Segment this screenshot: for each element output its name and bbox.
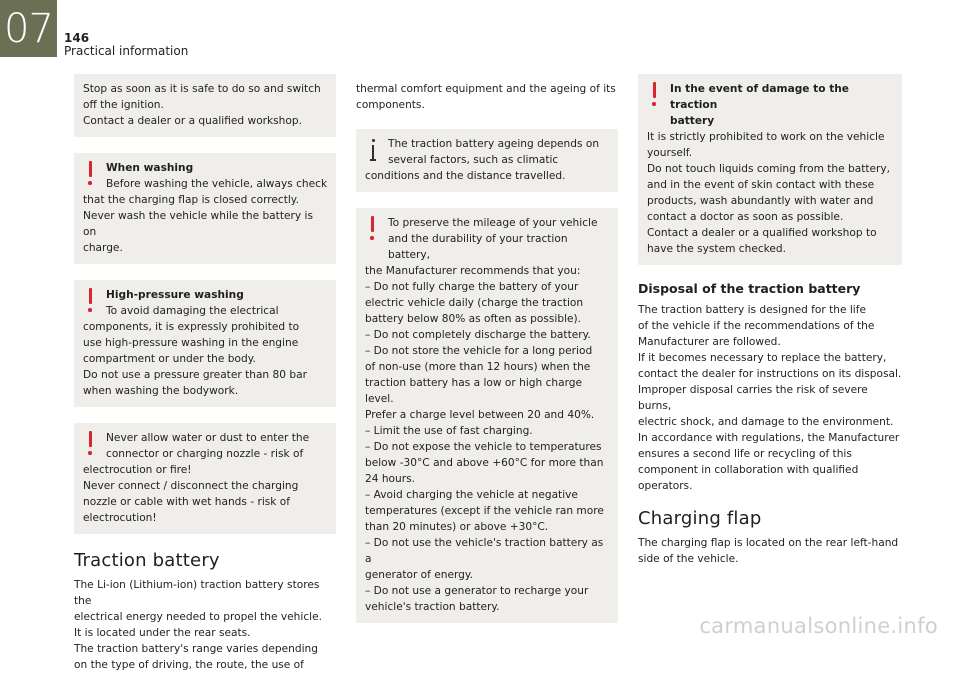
charging-flap-heading: Charging flap: [638, 508, 762, 529]
column-2: [356, 74, 618, 639]
text-line: the Manufacturer recommends that you:: [365, 265, 581, 277]
text-line: side of the vehicle.: [638, 553, 739, 565]
warning-icon: [370, 216, 374, 242]
disposal-heading: Disposal of the traction battery: [638, 281, 861, 296]
text-line: components, it is expressly prohibited to: [83, 321, 300, 333]
text-line: – Limit the use of fast charging.: [365, 425, 533, 437]
text-line: of non-use (more than 12 hours) when the: [365, 361, 591, 373]
text-line: To preserve the mileage of your vehicle: [388, 217, 598, 229]
text-line: electric shock, and damage to the environment.: [638, 416, 894, 428]
text-line: contact the dealer for instructions on its disposal.: [638, 368, 902, 380]
column-1: [74, 74, 336, 673]
text-line: Never allow water or dust to enter the: [106, 432, 310, 444]
text-line: The traction battery's range varies depending: [74, 643, 318, 655]
stop-notice-box: [74, 74, 336, 137]
intro-text: [356, 74, 618, 113]
text-line: than 20 minutes) or above +30°C.: [365, 521, 549, 533]
text-line: Do not touch liquids coming from the battery,: [647, 163, 891, 175]
text-line: operators.: [638, 480, 693, 492]
text-line: temperatures (except if the vehicle ran more: [365, 505, 604, 517]
text-line: Improper disposal carries the risk of severe burns,: [638, 384, 868, 412]
text-line: ensures a second life or recycling of this: [638, 448, 852, 460]
text-line: products, wash abundantly with water and: [647, 195, 874, 207]
text-line: Stop as soon as it is safe to do so and switch: [83, 83, 321, 95]
section-title: Practical information: [64, 44, 189, 58]
ageing-info-box: [356, 129, 618, 192]
text-line: electric vehicle daily (charge the traction: [365, 297, 584, 309]
text-line: connector or charging nozzle - risk of: [106, 448, 304, 460]
text-line: that the charging flap is closed correctly.: [83, 194, 299, 206]
text-line: contact a doctor as soon as possible.: [647, 211, 844, 223]
text-line: on the type of driving, the route, the use of: [74, 659, 304, 671]
text-line: Never wash the vehicle while the battery is on: [83, 210, 313, 238]
text-line: vehicle's traction battery.: [365, 601, 500, 613]
chapter-number: 07: [4, 5, 53, 52]
text-line: electrical energy needed to propel the vehicle.: [74, 611, 322, 623]
text-line: In accordance with regulations, the Manufacturer: [638, 432, 900, 444]
text-line: when washing the bodywork.: [83, 385, 239, 397]
text-line: The traction battery is designed for the life: [638, 304, 866, 316]
high-pressure-warning-box: [74, 280, 336, 407]
text-line: and the durability of your traction battery,: [388, 233, 568, 261]
text-line: Manufacturer are followed.: [638, 336, 781, 348]
text-line: If it becomes necessary to replace the battery,: [638, 352, 887, 364]
text-line: component in collaboration with qualified: [638, 464, 859, 476]
water-dust-warning-box: [74, 423, 336, 534]
warning-title: When washing: [106, 162, 194, 174]
warning-title: High-pressure washing: [106, 289, 244, 301]
text-line: – Do not completely discharge the battery.: [365, 329, 591, 341]
text-line: – Do not use the vehicle's traction battery as a: [365, 537, 604, 565]
text-line: It is strictly prohibited to work on the vehicle: [647, 131, 885, 143]
warning-icon: [88, 161, 92, 187]
text-line: battery below 80% as often as possible).: [365, 313, 582, 325]
text-line: have the system checked.: [647, 243, 787, 255]
text-line: several factors, such as climatic: [388, 154, 559, 166]
text-line: yourself.: [647, 147, 693, 159]
text-line: The charging flap is located on the rear left-hand: [638, 537, 899, 549]
warning-icon: [88, 431, 92, 457]
text-line: Contact a dealer or a qualified workshop.: [83, 115, 302, 127]
text-line: charge.: [83, 242, 123, 254]
text-line: – Avoid charging the vehicle at negative: [365, 489, 578, 501]
text-line: conditions and the distance travelled.: [365, 170, 566, 182]
text-line: – Do not use a generator to recharge your: [365, 585, 589, 597]
text-line: It is located under the rear seats.: [74, 627, 251, 639]
text-line: of the vehicle if the recommendations of the: [638, 320, 875, 332]
info-icon: [370, 139, 376, 161]
text-line: The Li-ion (Lithium-ion) traction battery stores the: [74, 579, 320, 607]
warning-icon: [88, 288, 92, 314]
text-line: traction battery has a low or high charge level.: [365, 377, 583, 405]
text-line: and in the event of skin contact with these: [647, 179, 875, 191]
text-line: Prefer a charge level between 20 and 40%.: [365, 409, 595, 421]
page-number: 146: [64, 31, 90, 45]
warning-title: battery: [670, 115, 715, 127]
warning-title: In the event of damage to the traction: [670, 83, 849, 111]
text-line: The traction battery ageing depends on: [388, 138, 600, 150]
warning-icon: [652, 82, 656, 108]
chapter-tab: [0, 0, 57, 57]
text-line: electrocution!: [83, 512, 157, 524]
preserve-battery-warning-box: [356, 208, 618, 623]
text-line: 24 hours.: [365, 473, 415, 485]
text-line: Never connect / disconnect the charging: [83, 480, 299, 492]
text-line: generator of energy.: [365, 569, 474, 581]
column-3: [638, 74, 902, 567]
text-line: – Do not expose the vehicle to temperatures: [365, 441, 602, 453]
watermark: carmanualsonline.info: [699, 614, 938, 638]
text-line: use high-pressure washing in the engine: [83, 337, 299, 349]
text-line: Before washing the vehicle, always check: [106, 178, 328, 190]
text-line: nozzle or cable with wet hands - risk of: [83, 496, 291, 508]
text-line: – Do not fully charge the battery of your: [365, 281, 579, 293]
text-line: below -30°C and above +60°C for more than: [365, 457, 604, 469]
text-line: electrocution or fire!: [83, 464, 192, 476]
damage-warning-box: [638, 74, 902, 265]
text-line: thermal comfort equipment and the ageing of its: [356, 83, 616, 95]
text-line: – Do not store the vehicle for a long period: [365, 345, 593, 357]
traction-battery-heading: Traction battery: [74, 550, 220, 571]
text-line: Do not use a pressure greater than 80 bar: [83, 369, 307, 381]
washing-warning-box: [74, 153, 336, 264]
text-line: compartment or under the body.: [83, 353, 256, 365]
text-line: To avoid damaging the electrical: [106, 305, 279, 317]
text-line: components.: [356, 99, 425, 111]
text-line: off the ignition.: [83, 99, 164, 111]
text-line: Contact a dealer or a qualified workshop to: [647, 227, 877, 239]
